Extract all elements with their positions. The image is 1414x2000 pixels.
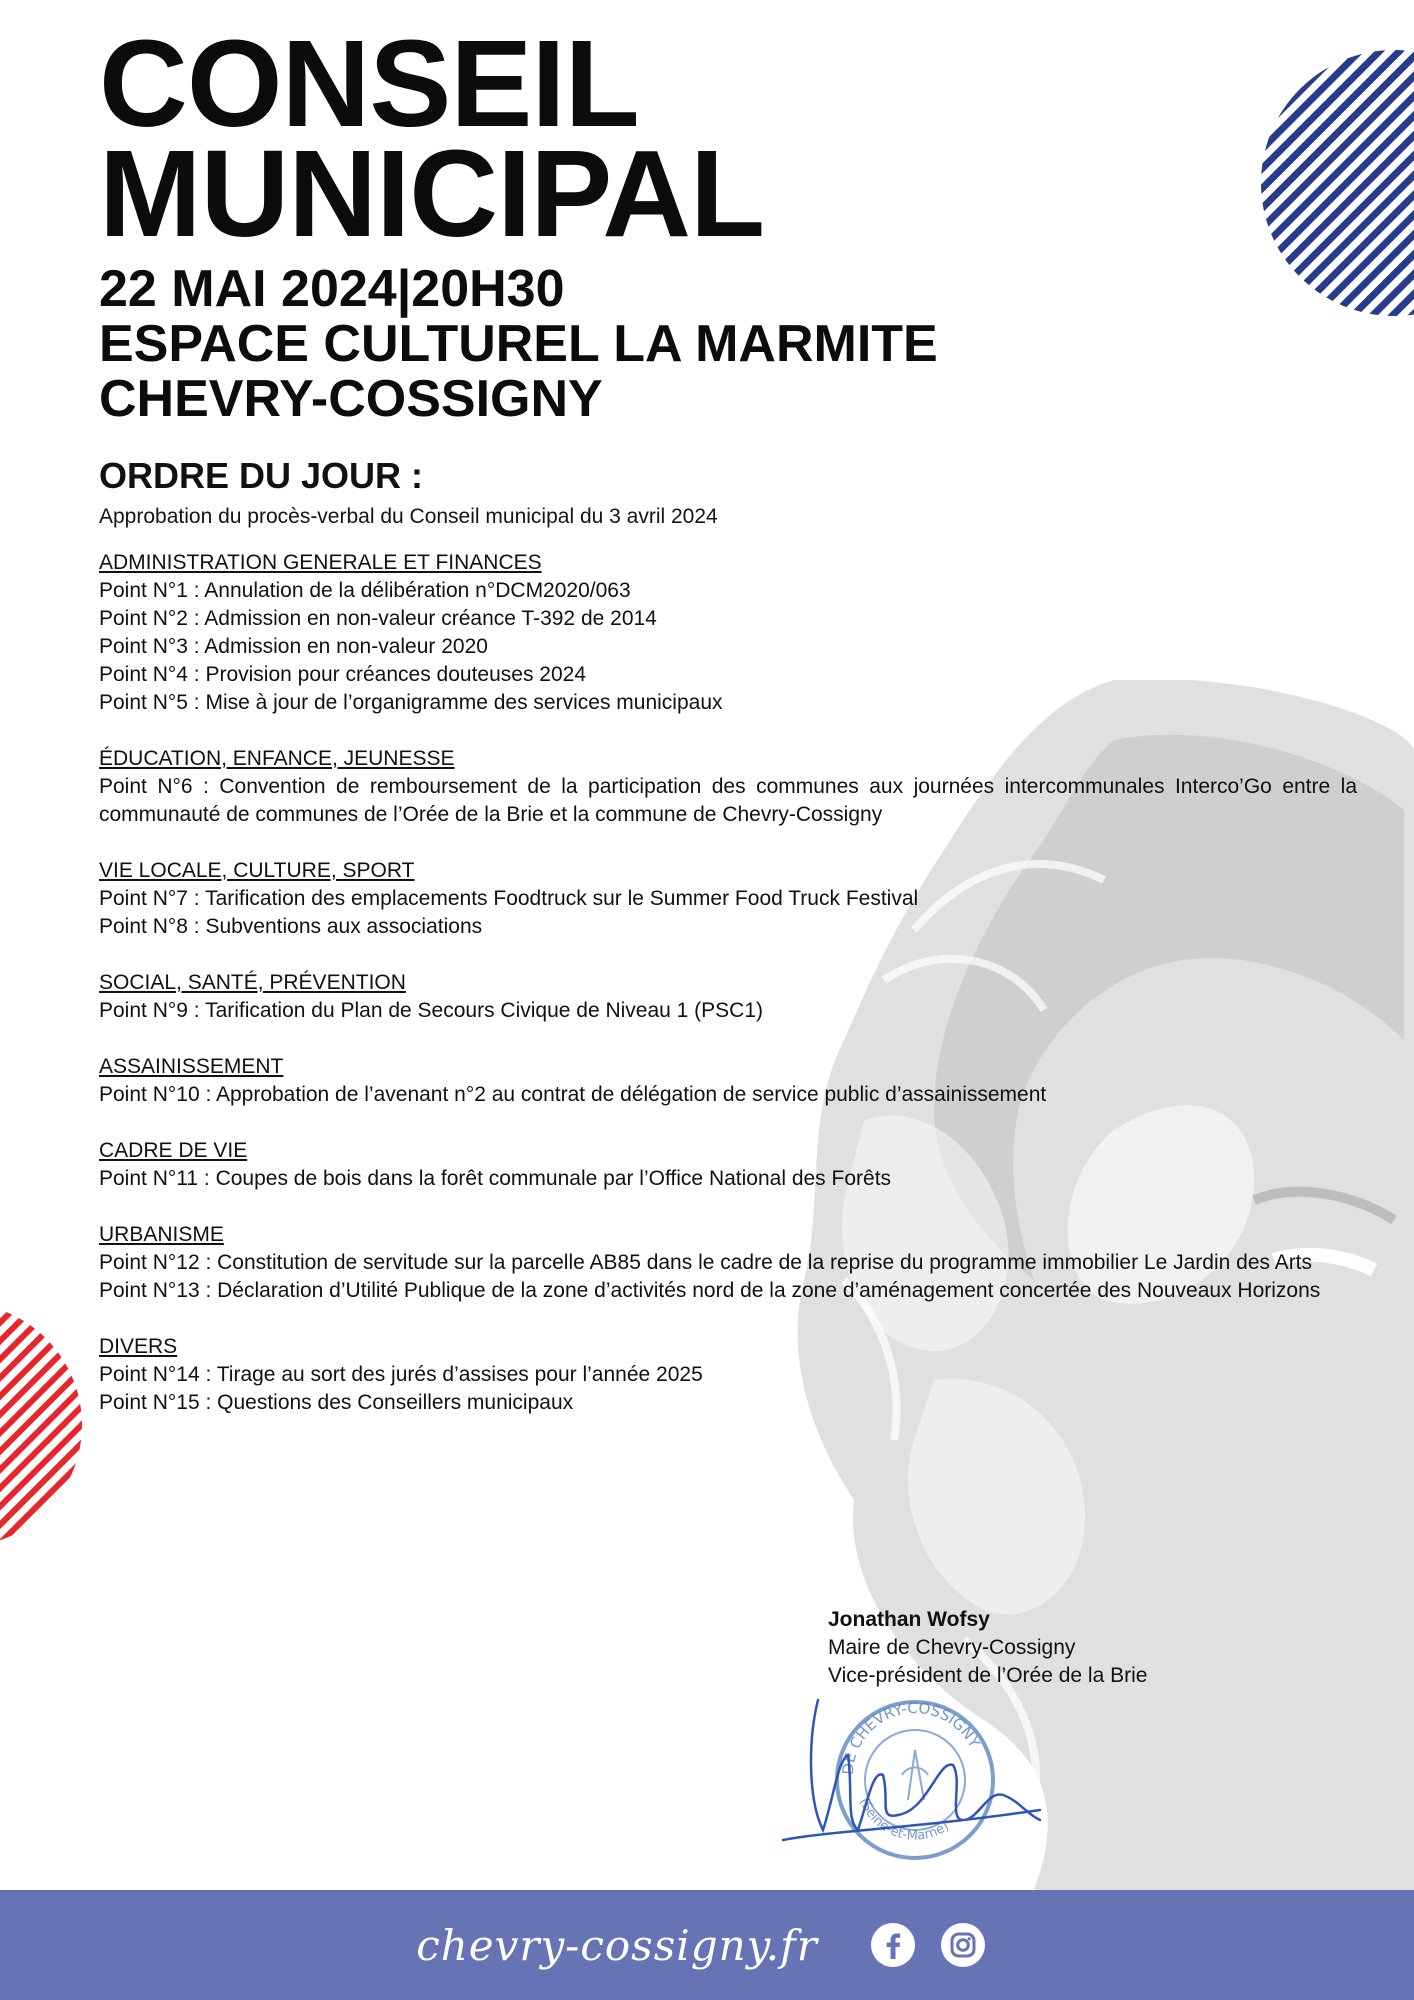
agenda-point: Point N°14 : Tirage au sort des jurés d’assises pour l’année 2025 xyxy=(99,1363,703,1386)
signature-block xyxy=(828,1606,1188,1690)
title-line-2: MUNICIPAL xyxy=(99,126,765,263)
agenda-point: Point N°2 : Admission en non-valeur créance T-392 de 2014 xyxy=(99,607,657,630)
section-title: CADRE DE VIE xyxy=(99,1139,248,1162)
agenda-point: Point N°9 : Tarification du Plan de Secours Civique de Niveau 1 (PSC1) xyxy=(99,999,764,1022)
red-striped-circle-decoration xyxy=(0,1300,85,1550)
section-title: URBANISME xyxy=(99,1223,224,1246)
agenda-section-administration xyxy=(99,549,1357,717)
meeting-venue: ESPACE CULTUREL LA MARMITE xyxy=(99,315,938,373)
svg-text:(Seine-et-Marne) xyxy=(856,1796,952,1844)
signer-name: Jonathan Wofsy xyxy=(828,1608,990,1631)
agenda-point: Point N°3 : Admission en non-valeur 2020 xyxy=(99,635,488,658)
signer-role-mayor: Maire de Chevry-Cossigny xyxy=(828,1636,1076,1659)
seal-text-bottom: (Seine-et-Marne) xyxy=(856,1796,952,1844)
title-line-1: CONSEIL xyxy=(99,16,639,153)
agenda-point: Point N°4 : Provision pour créances douteuses 2024 xyxy=(99,663,587,686)
agenda-point: Point N°6 : Convention de remboursement de la participation des communes aux journées intercommunales Interco’Go entre la communauté de communes de l’Orée de la Brie et la commune de Chevry-Cossigny xyxy=(99,775,1357,826)
section-title: ÉDUCATION, ENFANCE, JEUNESSE xyxy=(99,747,455,770)
instagram-icon[interactable] xyxy=(940,1922,986,1968)
facebook-icon[interactable] xyxy=(870,1922,916,1968)
agenda-point: Point N°12 : Constitution de servitude sur la parcelle AB85 dans le cadre de la reprise du programme immobilier Le Jardin des Arts xyxy=(99,1251,1313,1274)
footer-bar xyxy=(0,1890,1414,2000)
section-title: ADMINISTRATION GENERALE ET FINANCES xyxy=(99,551,542,574)
agenda-section-divers xyxy=(99,1333,1357,1417)
agenda-section-assainissement xyxy=(99,1053,1357,1109)
meeting-city: CHEVRY-COSSIGNY xyxy=(99,370,603,428)
website-link[interactable]: chevry-cossigny.fr xyxy=(416,1920,818,1970)
agenda-point: Point N°8 : Subventions aux associations xyxy=(99,915,483,938)
agenda-section-social xyxy=(99,969,1357,1025)
agenda-section-vie-locale xyxy=(99,857,1357,941)
signer-role-vice-president: Vice-président de l’Orée de la Brie xyxy=(828,1664,1148,1687)
agenda-section-urbanisme xyxy=(99,1221,1357,1305)
agenda-point: Point N°10 : Approbation de l’avenant n°2 au contrat de délégation de service public d’assainissement xyxy=(99,1083,1047,1106)
meeting-date-time: 22 MAI 2024|20H30 xyxy=(99,260,565,318)
agenda-heading: ORDRE DU JOUR : xyxy=(99,455,424,496)
section-title: DIVERS xyxy=(99,1335,178,1358)
agenda-point: Point N°5 : Mise à jour de l’organigramme des services municipaux xyxy=(99,691,723,714)
agenda-section-cadre-de-vie xyxy=(99,1137,1357,1193)
agenda-approval: Approbation du procès-verbal du Conseil municipal du 3 avril 2024 xyxy=(99,505,718,528)
seal-text-top: DE CHEVRY-COSSIGNY xyxy=(838,1698,984,1776)
agenda-point: Point N°7 : Tarification des emplacements Foodtruck sur le Summer Food Truck Festival xyxy=(99,887,919,910)
section-title: SOCIAL, SANTÉ, PRÉVENTION xyxy=(99,971,406,994)
section-title: ASSAINISSEMENT xyxy=(99,1055,284,1078)
agenda-point: Point N°15 : Questions des Conseillers municipaux xyxy=(99,1391,574,1414)
official-seal-and-signature-image xyxy=(778,1680,1048,1880)
agenda-point: Point N°13 : Déclaration d’Utilité Publique de la zone d’activités nord de la zone d’aménagement concertée des Nouveaux Horizons xyxy=(99,1279,1321,1302)
document-content xyxy=(99,16,1357,1445)
agenda-section-education xyxy=(99,745,1357,829)
agenda-point: Point N°11 : Coupes de bois dans la forêt communale par l’Office National des Forêts xyxy=(99,1167,892,1190)
agenda-point: Point N°1 : Annulation de la délibération n°DCM2020/063 xyxy=(99,579,631,602)
section-title: VIE LOCALE, CULTURE, SPORT xyxy=(99,859,415,882)
